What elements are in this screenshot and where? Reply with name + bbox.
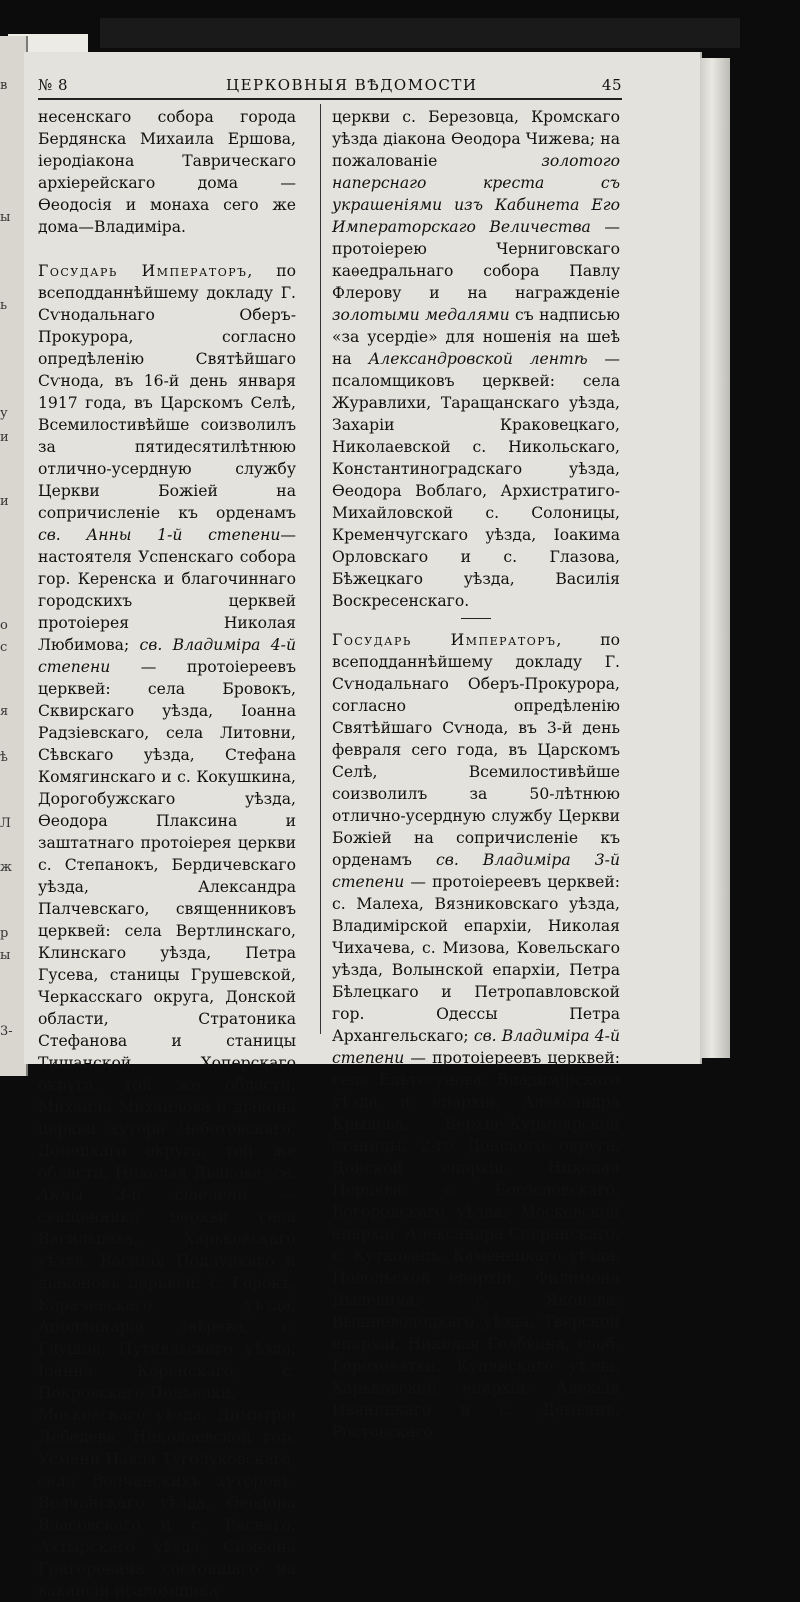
paragraph-text: по всеподданнѣйшему докладу Г. Сѵнодальнаго Оберъ-Прокурора, согласно опредѣленiю Святѣйшаго Сѵнода, въ 3-й день февраля сего года, въ Царскомъ Селѣ, Всемилостивѣйше соизволилъ за 50-лѣтнюю отлично-усердную службу Церкви Божiей на сопричисленiе къ орденамъ <box>332 631 620 869</box>
paragraph-text: — протоiереевъ церквей: села Бровокъ, Сквирскаго уѣзда, Iоанна Радзiевскаго, села Литовни, Сѣвскаго уѣзда, Стефана Комягинскаго и с. Кокушкина, Дорогобужскаго уѣзда, Ѳеодора Плаксина и заштатнаго протоiерея церкви с. Степанокъ, Бердичевскаго уѣзда, Александра Палчевскаго, священниковъ церквей: села Вертлинскаго, Клинскаго уѣзда, Петра Гусева, станицы Грушевской, Черкасскаго округа, Донской области, Стратоника Стефанова и станицы Тишанской, Хоперскаго округа, той же области, Михаила Михайлова и дiакона церкви хутора Чеботовскаго, Донецкаго округа, той же области, Николая Дьякова; <box>38 658 296 1182</box>
column-divider <box>320 104 321 1034</box>
paragraph <box>38 106 296 238</box>
edge-char: р <box>0 926 9 941</box>
journal-title: ЦЕРКОВНЫЯ ВѢДОМОСТИ <box>226 76 478 94</box>
edge-char: с <box>0 640 8 655</box>
page-number: 45 <box>601 76 622 94</box>
award-name: св. Владимiра 4-й степени <box>38 636 296 676</box>
award-name: золотого наперснаго креста съ украшенiями изъ Кабинета Его Императорскаго Величества <box>332 152 620 236</box>
paragraph-text: церкви с. Березовца, Кромскаго уѣзда дiакона Ѳеодора Чижева; на пожалованiе <box>332 108 620 170</box>
running-header <box>38 74 622 100</box>
book-cover-edge <box>100 18 740 48</box>
left-column <box>38 106 296 1602</box>
edge-char: я <box>0 704 9 719</box>
paragraph <box>38 260 296 1602</box>
award-name: св. Владимiра 4-й степени <box>332 1027 620 1067</box>
header-rule <box>38 98 622 100</box>
award-name: золотыми медалями <box>332 306 510 324</box>
page-stack-edge <box>700 58 730 1058</box>
edge-char: Л <box>0 816 11 831</box>
award-name: св. Анны 1-й степени <box>38 526 281 544</box>
paragraph <box>332 106 620 612</box>
edge-char: в <box>0 78 8 93</box>
decree-lead: Государь Императоръ, <box>332 631 563 649</box>
edge-char: о <box>0 618 8 633</box>
decree-lead: Государь Императоръ, <box>38 262 254 280</box>
paragraph-text: — протоiереевъ церквей: с. Малеха, Вязниковскаго уѣзда, Владимiрской епархiи, Николая Чихачева, с. Мизова, Ковельскаго уѣзда, Волынской епархiи, Петра Бѣлецкаго и Петропавловской гор. Одессы Петра Архангельскаго; <box>332 873 620 1045</box>
issue-number: № 8 <box>38 76 69 94</box>
paragraph-text: несенскаго собора города Бердянска Михаила Ершова, iеродiакона Таврическаго архiерейскаго дома — Ѳеодосiя и монаха сего же дома—Владимiра. <box>38 108 296 236</box>
edge-char: ы <box>0 210 11 225</box>
edge-char: ы <box>0 948 11 963</box>
paragraph-text: — протоiерею Черниговскаго каѳедральнаго собора Павлу Флерову и на награжденiе <box>332 218 620 302</box>
paragraph-text: —настоятеля Успенскаго собора гор. Керенска и благочиннаго городскихъ церквей протоiерея Николая Любимова; <box>38 526 296 654</box>
edge-char: 3- <box>0 1024 13 1039</box>
edge-char: ѣ <box>0 750 8 765</box>
paragraph-text: съ надписью «за усердiе» для ношенiя на шеѣ на <box>332 306 620 368</box>
paragraph-text: — псаломщиковъ церквей: села Журавлихи, Таращанскаго уѣзда, Захарiи Краковецкаго, Николаевской с. Никольскаго, Константиноградскаго уѣзда, Ѳеодора Воблаго, Архистратиго-Михайловской с. Солоницы, Кременчугскаго уѣзда, Iоакима Орловскаго и с. Глазова, Бѣжецкаго уѣзда, Василiя Воскресенскаго. <box>332 350 620 610</box>
award-name: св. Анны 3-й степени <box>38 1164 296 1204</box>
award-name: Александровской лентѣ <box>368 350 588 368</box>
section-separator <box>461 618 491 619</box>
edge-char: ж <box>0 860 12 875</box>
paragraph-text: — протоiереевъ церквей: села Ельтесунова, Владимiрскаго уѣзда и епархiи, Александра Крылова, Верхне-Курмоярской станицы, 2-го Донского округа, Донской епархiи, Николая Перцева, с. Богословскаго, Богородскаго уѣзда, Московской епархiи, Александра Сперанскаго, с. Кутковецъ, Каменецкаго уѣзда, Подольской епархiи, Филимона Дыдевича, с. Яконова, Вышневолоцкаго уѣзда, Тверской епархiи, Николая Голбвина, слоб. Гороховатки, Купянскаго уѣзда, Харьковской епархiи, Алексiя Иваницкаго и с. Демьянъ, Ростовскаго <box>332 1049 620 1441</box>
edge-char: ь <box>0 298 8 313</box>
edge-char: у <box>0 406 8 421</box>
right-column <box>332 106 620 1443</box>
award-name: св. Владимiра 3-й степени <box>332 851 620 891</box>
edge-char: и <box>0 430 9 445</box>
paragraph <box>332 629 620 1443</box>
paragraph-text: по всеподданнѣйшему докладу Г. Сѵнодальнаго Оберъ-Прокурора, согласно опредѣленiю Святѣйшаго Сѵнода, въ 16-й день января 1917 года, въ Царскомъ Селѣ, Всемилостивѣйше соизволилъ за пятидесятилѣтнюю отлично-усердную службу Церкви Божiей на сопричисленiе къ орденамъ <box>38 262 296 522</box>
edge-char: и <box>0 494 9 509</box>
paragraph-text: — священника церкви села Васильцева, Харьковскаго уѣзда, Василiя Подлуцкаго и дiаконовъ церквей: с. Горокъ, Карачевскаго уѣзда, Аполлинарiя Звѣрева, с. Глушца, Путивльскаго уѣзда, Iоанна Коренскаго, с. Покровскаго-Подъелки, Московскаго уѣзда, Димитрiя Лебедева, Николаевской гор. Усмани Павла Туголуковскаго, села Волчанскихъ хуторовъ, Волчанскаго уѣзда, Ѳеодора Власовскаго и с. Ряснаго, Ахтырскаго уѣзда, Симеона Григоровича состоящаго на вакансiи псаломщика <box>38 1186 296 1600</box>
